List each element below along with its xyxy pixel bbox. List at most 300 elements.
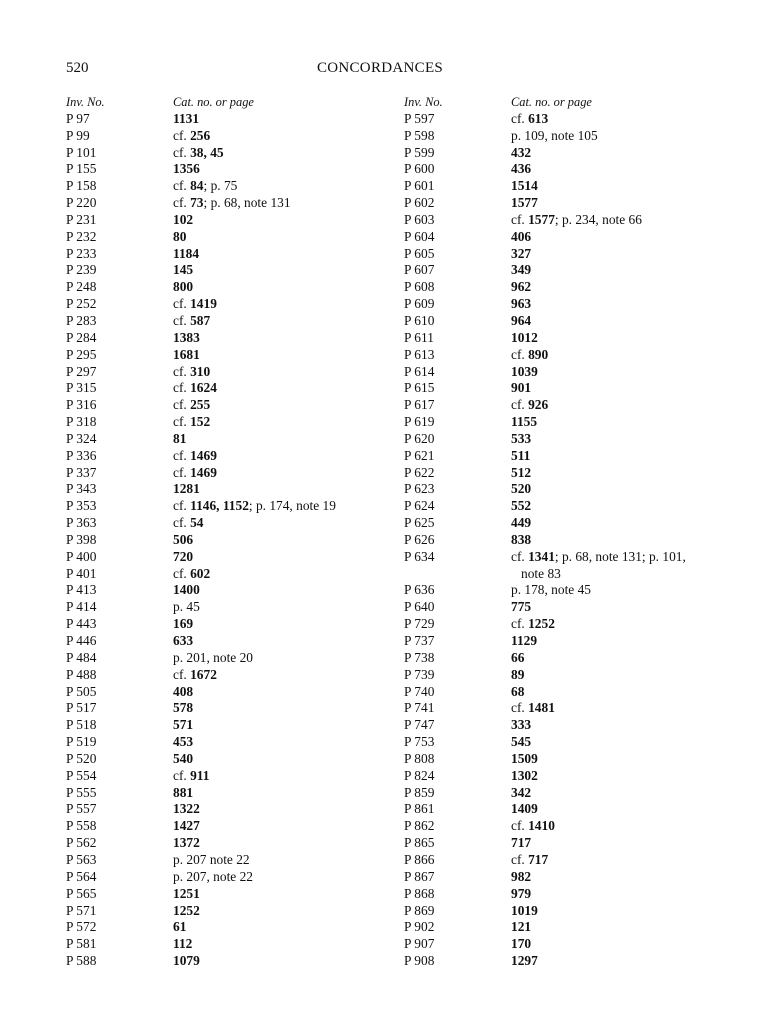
- inv-number: P 562: [66, 835, 97, 851]
- catalogue-reference: [173, 380, 217, 397]
- inv-number: P 617: [404, 397, 435, 413]
- catalogue-reference: [173, 616, 193, 633]
- inv-number: P 862: [404, 818, 435, 834]
- inv-number: P 220: [66, 195, 97, 211]
- inv-number: P 611: [404, 329, 434, 345]
- catalogue-reference: [511, 751, 538, 768]
- catalogue-reference: [173, 178, 237, 195]
- inv-number: P 640: [404, 599, 435, 615]
- catalogue-reference: [173, 886, 200, 903]
- inv-number: P 324: [66, 430, 97, 446]
- cat-no-heading: Cat. no. or page: [511, 95, 592, 109]
- catalogue-reference: [511, 650, 524, 667]
- inv-number: P 484: [66, 649, 97, 665]
- catalogue-number: 453: [173, 734, 194, 750]
- catalogue-number: 545: [511, 734, 532, 750]
- reference-text: cf.: [511, 110, 529, 126]
- inv-number: P 636: [404, 582, 435, 598]
- reference-text: cf.: [173, 666, 191, 682]
- catalogue-reference: [511, 667, 524, 684]
- reference-text: p. 207 note 22: [173, 851, 250, 867]
- inv-number: P 625: [404, 515, 435, 531]
- reference-text: ; p. 68, note 131; p. 101,: [554, 548, 686, 564]
- catalogue-number: 1341: [528, 548, 555, 564]
- inv-number: P 808: [404, 750, 435, 766]
- inv-number: P 557: [66, 801, 97, 817]
- catalogue-number: 1079: [173, 953, 200, 969]
- inv-number: P 738: [404, 649, 435, 665]
- reference-text: cf.: [173, 464, 191, 480]
- catalogue-reference: [511, 869, 531, 886]
- catalogue-reference: [511, 330, 538, 347]
- inv-number: P 599: [404, 144, 435, 160]
- catalogue-reference: [511, 566, 561, 583]
- catalogue-number: 1146, 1152: [190, 498, 249, 514]
- catalogue-number: 1409: [511, 801, 538, 817]
- catalogue-number: 1681: [173, 346, 200, 362]
- catalogue-reference: [511, 111, 548, 128]
- inv-number: P 859: [404, 784, 435, 800]
- inv-number: P 868: [404, 885, 435, 901]
- inv-number: P 737: [404, 633, 435, 648]
- inv-number: P 316: [66, 397, 97, 413]
- inv-number: P 740: [404, 683, 435, 699]
- inv-number: P 446: [66, 633, 97, 648]
- catalogue-reference: [511, 178, 538, 195]
- catalogue-reference: [173, 717, 193, 734]
- catalogue-number: 38, 45: [190, 144, 224, 160]
- catalogue-number: 963: [511, 296, 532, 312]
- catalogue-number: 1251: [173, 885, 200, 901]
- reference-text: cf.: [173, 363, 191, 379]
- catalogue-number: 1400: [173, 582, 200, 598]
- catalogue-reference: [173, 818, 200, 835]
- inv-number: P 613: [404, 346, 435, 362]
- catalogue-reference: [511, 717, 531, 734]
- catalogue-reference: [173, 448, 217, 465]
- inv-number: P 565: [66, 885, 97, 901]
- catalogue-number: 169: [173, 616, 194, 632]
- catalogue-number: 54: [190, 515, 204, 531]
- catalogue-number: 1131: [173, 110, 200, 126]
- catalogue-reference: [511, 768, 538, 785]
- inv-number: P 621: [404, 447, 435, 463]
- inv-number: P 318: [66, 414, 97, 430]
- reference-text: cf.: [511, 397, 529, 413]
- inv-number: P 867: [404, 868, 435, 884]
- inv-number: P 581: [66, 936, 97, 952]
- reference-text: note 83: [511, 565, 561, 581]
- inv-number: P 99: [66, 127, 90, 143]
- catalogue-reference: [511, 380, 531, 397]
- catalogue-number: 408: [173, 683, 194, 699]
- inv-number: P 297: [66, 363, 97, 379]
- catalogue-number: 540: [173, 750, 194, 766]
- catalogue-reference: [511, 785, 531, 802]
- catalogue-reference: [511, 212, 642, 229]
- catalogue-reference: [511, 397, 548, 414]
- inv-number: P 861: [404, 801, 435, 817]
- catalogue-number: 520: [511, 481, 532, 497]
- catalogue-number: 838: [511, 531, 532, 547]
- catalogue-number: 571: [173, 717, 194, 733]
- catalogue-reference: [173, 667, 217, 684]
- inv-number: P 363: [66, 515, 97, 531]
- catalogue-reference: [511, 616, 555, 633]
- catalogue-number: 533: [511, 430, 532, 446]
- catalogue-number: 327: [511, 245, 532, 261]
- catalogue-reference: [173, 700, 193, 717]
- inv-number: P 602: [404, 195, 435, 211]
- catalogue-reference: [511, 734, 531, 751]
- catalogue-reference: [173, 330, 200, 347]
- catalogue-number: 881: [173, 784, 194, 800]
- inv-number: P 609: [404, 296, 435, 312]
- inv-number: P 97: [66, 110, 90, 126]
- catalogue-reference: [511, 246, 531, 263]
- reference-text: cf.: [173, 397, 191, 413]
- inv-number: P 414: [66, 599, 97, 615]
- catalogue-reference: [173, 212, 193, 229]
- catalogue-reference: [173, 734, 193, 751]
- cat-no-heading: Cat. no. or page: [173, 95, 254, 109]
- catalogue-number: 349: [511, 262, 532, 278]
- catalogue-reference: [173, 582, 200, 599]
- reference-text: ; p. 234, note 66: [554, 211, 642, 227]
- reference-text: cf.: [511, 818, 529, 834]
- catalogue-reference: [173, 313, 210, 330]
- catalogue-reference: [173, 161, 200, 178]
- catalogue-number: 1419: [190, 296, 217, 312]
- catalogue-number: 68: [511, 683, 525, 699]
- inv-number: P 626: [404, 531, 435, 547]
- reference-text: cf.: [173, 515, 191, 531]
- catalogue-number: 926: [528, 397, 549, 413]
- inv-number: P 101: [66, 144, 97, 160]
- inv-number: P 902: [404, 919, 435, 935]
- catalogue-number: 256: [190, 127, 211, 143]
- inv-number: P 400: [66, 548, 97, 564]
- inv-number: P 401: [66, 565, 97, 581]
- catalogue-reference: [511, 886, 531, 903]
- catalogue-reference: [173, 549, 193, 566]
- catalogue-reference: [511, 347, 548, 364]
- catalogue-reference: [173, 785, 193, 802]
- reference-text: cf.: [173, 767, 191, 783]
- inv-number: P 231: [66, 211, 97, 227]
- reference-text: p. 45: [173, 599, 200, 615]
- inv-number: P 337: [66, 464, 97, 480]
- catalogue-number: 310: [190, 363, 211, 379]
- catalogue-reference: [173, 262, 193, 279]
- catalogue-reference: [511, 296, 531, 313]
- reference-text: cf.: [173, 178, 191, 194]
- catalogue-reference: [511, 532, 531, 549]
- inv-number: P 600: [404, 161, 435, 177]
- catalogue-reference: [511, 145, 531, 162]
- reference-text: p. 201, note 20: [173, 649, 253, 665]
- catalogue-reference: [511, 852, 548, 869]
- catalogue-reference: [173, 515, 204, 532]
- inv-number: P 824: [404, 767, 435, 783]
- inv-number: P 620: [404, 430, 435, 446]
- reference-text: p. 178, note 45: [511, 582, 591, 598]
- catalogue-number: 1129: [511, 633, 538, 648]
- inv-number: P 747: [404, 717, 435, 733]
- catalogue-reference: [173, 684, 193, 701]
- inv-number: P 604: [404, 228, 435, 244]
- catalogue-number: 720: [173, 548, 194, 564]
- catalogue-number: 512: [511, 464, 532, 480]
- catalogue-number: 102: [173, 211, 194, 227]
- catalogue-reference: [511, 128, 598, 145]
- catalogue-reference: [173, 296, 217, 313]
- catalogue-number: 911: [190, 767, 210, 783]
- catalogue-number: 1281: [173, 481, 200, 497]
- catalogue-number: 1039: [511, 363, 538, 379]
- inv-number: P 336: [66, 447, 97, 463]
- inv-number: P 517: [66, 700, 97, 716]
- inv-number: P 554: [66, 767, 97, 783]
- catalogue-number: 436: [511, 161, 532, 177]
- reference-text: cf.: [511, 211, 529, 227]
- catalogue-number: 81: [173, 430, 187, 446]
- catalogue-reference: [173, 246, 199, 263]
- catalogue-number: 61: [173, 919, 187, 935]
- inv-number: P 158: [66, 178, 97, 194]
- catalogue-reference: [173, 751, 193, 768]
- reference-text: cf.: [173, 296, 191, 312]
- inv-number: P 615: [404, 380, 435, 396]
- inv-number: P 907: [404, 936, 435, 952]
- catalogue-reference: [173, 919, 186, 936]
- inv-number: P 572: [66, 919, 97, 935]
- catalogue-reference: [511, 582, 591, 599]
- catalogue-reference: [511, 195, 538, 212]
- catalogue-reference: [511, 465, 531, 482]
- reference-text: cf.: [173, 195, 191, 211]
- catalogue-reference: [173, 128, 210, 145]
- catalogue-number: 964: [511, 312, 532, 328]
- catalogue-reference: [173, 852, 250, 869]
- catalogue-number: 800: [173, 279, 194, 295]
- catalogue-number: 1297: [511, 953, 538, 969]
- inv-number: P 248: [66, 279, 97, 295]
- inv-number: P 634: [404, 548, 435, 564]
- catalogue-reference: [173, 936, 192, 953]
- catalogue-reference: [173, 869, 253, 886]
- catalogue-reference: [173, 111, 199, 128]
- catalogue-reference: [511, 953, 538, 970]
- catalogue-number: 1672: [190, 666, 217, 682]
- inv-number: P 564: [66, 868, 97, 884]
- catalogue-reference: [173, 397, 210, 414]
- catalogue-number: 1019: [511, 902, 538, 918]
- catalogue-number: 982: [511, 868, 532, 884]
- inv-no-heading: Inv. No.: [404, 95, 443, 109]
- running-head: CONCORDANCES: [316, 60, 444, 76]
- inv-number: P 295: [66, 346, 97, 362]
- catalogue-number: 255: [190, 397, 211, 413]
- catalogue-reference: [173, 431, 186, 448]
- catalogue-number: 432: [511, 144, 532, 160]
- catalogue-number: 962: [511, 279, 532, 295]
- inv-no-heading: Inv. No.: [66, 95, 105, 109]
- catalogue-reference: [173, 481, 200, 498]
- reference-text: ; p. 68, note 131: [203, 195, 291, 211]
- catalogue-reference: [173, 532, 193, 549]
- inv-number: P 555: [66, 784, 97, 800]
- catalogue-number: 1322: [173, 801, 200, 817]
- catalogue-reference: [511, 684, 524, 701]
- inv-number: P 866: [404, 851, 435, 867]
- inv-number: P 233: [66, 245, 97, 261]
- catalogue-number: 333: [511, 717, 532, 733]
- inv-number: P 865: [404, 835, 435, 851]
- reference-text: cf.: [173, 380, 191, 396]
- inv-number: P 284: [66, 329, 97, 345]
- catalogue-reference: [173, 835, 200, 852]
- catalogue-reference: [173, 650, 253, 667]
- catalogue-reference: [511, 700, 555, 717]
- reference-text: cf.: [173, 144, 191, 160]
- inv-number: P 741: [404, 700, 435, 716]
- catalogue-number: 152: [190, 414, 211, 430]
- reference-text: p. 207, note 22: [173, 868, 253, 884]
- inv-number: P 413: [66, 582, 97, 598]
- inv-number: P 353: [66, 498, 97, 514]
- reference-text: cf.: [511, 548, 529, 564]
- inv-number: P 598: [404, 127, 435, 143]
- reference-text: cf.: [173, 127, 191, 143]
- inv-number: P 908: [404, 953, 435, 969]
- inv-number: P 558: [66, 818, 97, 834]
- catalogue-number: 1410: [528, 818, 555, 834]
- catalogue-reference: [173, 347, 200, 364]
- catalogue-reference: [511, 448, 530, 465]
- catalogue-reference: [511, 515, 531, 532]
- catalogue-number: 73: [190, 195, 204, 211]
- catalogue-reference: [511, 262, 531, 279]
- catalogue-number: 1356: [173, 161, 200, 177]
- reference-text: cf.: [511, 346, 529, 362]
- inv-number: P 315: [66, 380, 97, 396]
- catalogue-number: 84: [190, 178, 204, 194]
- catalogue-reference: [173, 953, 200, 970]
- catalogue-reference: [173, 195, 291, 212]
- catalogue-reference: [511, 161, 531, 178]
- inv-number: P 155: [66, 161, 97, 177]
- catalogue-number: 1624: [190, 380, 217, 396]
- inv-number: P 610: [404, 312, 435, 328]
- catalogue-reference: [173, 414, 210, 431]
- catalogue-reference: [511, 919, 531, 936]
- catalogue-reference: [511, 633, 537, 650]
- catalogue-number: 979: [511, 885, 532, 901]
- catalogue-reference: [173, 145, 224, 162]
- reference-text: ; p. 174, note 19: [248, 498, 336, 514]
- inv-number: P 588: [66, 953, 97, 969]
- inv-number: P 601: [404, 178, 435, 194]
- catalogue-reference: [511, 818, 555, 835]
- inv-number: P 232: [66, 228, 97, 244]
- catalogue-reference: [511, 431, 531, 448]
- catalogue-number: 66: [511, 649, 525, 665]
- catalogue-reference: [173, 279, 193, 296]
- catalogue-number: 1577: [528, 211, 555, 227]
- catalogue-number: 1383: [173, 329, 200, 345]
- catalogue-reference: [173, 903, 200, 920]
- inv-number: P 597: [404, 110, 435, 126]
- catalogue-number: 613: [528, 110, 549, 126]
- catalogue-number: 901: [511, 380, 532, 396]
- inv-number: P 608: [404, 279, 435, 295]
- catalogue-reference: [511, 481, 531, 498]
- catalogue-number: 406: [511, 228, 532, 244]
- inv-number: P 519: [66, 734, 97, 750]
- reference-text: ; p. 75: [203, 178, 238, 194]
- catalogue-number: 578: [173, 700, 194, 716]
- catalogue-reference: [173, 801, 200, 818]
- catalogue-reference: [173, 633, 193, 650]
- catalogue-number: 1302: [511, 767, 538, 783]
- catalogue-number: 587: [190, 312, 211, 328]
- catalogue-reference: [173, 364, 210, 381]
- inv-number: P 622: [404, 464, 435, 480]
- inv-number: P 614: [404, 363, 435, 379]
- catalogue-reference: [511, 801, 538, 818]
- catalogue-number: 717: [511, 835, 532, 851]
- page-number: 520: [66, 60, 89, 76]
- catalogue-number: 717: [528, 851, 549, 867]
- catalogue-number: 449: [511, 515, 532, 531]
- reference-text: cf.: [173, 498, 191, 514]
- inv-number: P 343: [66, 481, 97, 497]
- inv-number: P 398: [66, 531, 97, 547]
- catalogue-number: 890: [528, 346, 549, 362]
- catalogue-reference: [173, 498, 336, 515]
- catalogue-number: 1012: [511, 329, 538, 345]
- catalogue-reference: [511, 549, 686, 566]
- catalogue-number: 1509: [511, 750, 538, 766]
- inv-number: P 488: [66, 666, 97, 682]
- catalogue-number: 1481: [528, 700, 555, 716]
- catalogue-reference: [173, 599, 200, 616]
- catalogue-number: 89: [511, 666, 525, 682]
- catalogue-number: 633: [173, 633, 194, 648]
- catalogue-number: 342: [511, 784, 532, 800]
- catalogue-reference: [173, 229, 186, 246]
- catalogue-number: 1155: [511, 414, 538, 430]
- catalogue-number: 506: [173, 531, 194, 547]
- catalogue-number: 1577: [511, 195, 538, 211]
- catalogue-number: 80: [173, 228, 187, 244]
- catalogue-reference: [511, 936, 531, 953]
- inv-number: P 603: [404, 211, 435, 227]
- catalogue-reference: [511, 835, 531, 852]
- catalogue-reference: [511, 279, 531, 296]
- inv-number: P 505: [66, 683, 97, 699]
- catalogue-number: 1252: [528, 616, 555, 632]
- catalogue-number: 602: [190, 565, 211, 581]
- reference-text: cf.: [511, 616, 529, 632]
- catalogue-reference: [511, 229, 531, 246]
- reference-text: cf.: [511, 700, 529, 716]
- catalogue-number: 1372: [173, 835, 200, 851]
- catalogue-reference: [511, 414, 537, 431]
- inv-number: P 443: [66, 616, 97, 632]
- catalogue-reference: [173, 566, 210, 583]
